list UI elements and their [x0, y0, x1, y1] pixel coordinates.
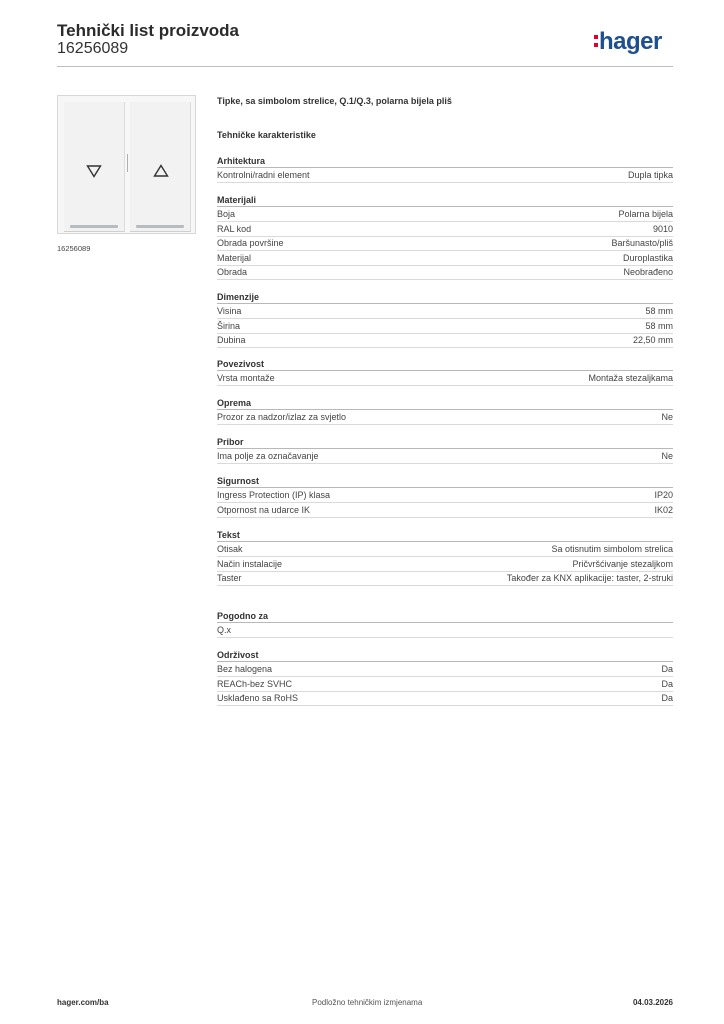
section-title: Materijali [217, 194, 673, 207]
section-title: Arhitektura [217, 155, 673, 168]
spec-label: RAL kod [217, 223, 252, 234]
product-number: 16256089 [57, 40, 129, 57]
spec-value: 58 mm [645, 320, 673, 331]
spec-value: Duroplastika [622, 252, 673, 263]
spec-value: Dupla tipka [627, 170, 673, 180]
spec-value: Baršunasto/pliš [611, 238, 673, 249]
product-description: Tipke, sa simbolom strelice, Q.1/Q.3, polarna bijela pliš [217, 96, 452, 106]
spec-label: Q.x [217, 625, 232, 635]
spec-value: 22,50 mm [632, 335, 673, 346]
section-title: Dimenzije [217, 291, 673, 304]
spec-label: Otpornost na udarce IK [217, 504, 311, 515]
spec-value: 58 mm [645, 306, 673, 316]
spec-row [217, 207, 673, 222]
rocker-right [130, 102, 191, 232]
spec-row [217, 623, 673, 638]
footer-website[interactable]: hager.com/ba [57, 998, 109, 1007]
spec-row [217, 222, 673, 237]
spec-value: Ne [661, 412, 673, 422]
spec-label: Obrada površine [217, 238, 284, 249]
section-title: Sigurnost [217, 475, 673, 488]
logo-colon-icon [594, 35, 598, 51]
spec-value: Da [661, 693, 673, 704]
spec-row [217, 677, 673, 692]
spec-value: Sa otisnutim simbolom strelica [551, 544, 673, 554]
document-title: Tehnički list proizvoda [57, 21, 239, 40]
spec-label: Vrsta montaže [217, 373, 275, 383]
triangle-up-icon [153, 164, 169, 178]
spec-label: Način instalacije [217, 558, 283, 569]
section-title: Tekst [217, 529, 673, 542]
spec-value: Neobrađeno [623, 267, 673, 278]
spec-row [217, 662, 673, 677]
spec-row [217, 371, 673, 386]
spec-row [217, 571, 673, 586]
section-title: Pogodno za [217, 610, 673, 623]
spec-label: Ingress Protection (IP) klasa [217, 490, 331, 500]
spec-value: Montaža stezaljkama [588, 373, 673, 383]
tech-heading: Tehničke karakteristike [217, 130, 316, 140]
spec-label: Taster [217, 573, 242, 584]
spec-value: Pričvršćivanje stezaljkom [572, 558, 673, 569]
spec-row [217, 236, 673, 251]
spec-row [217, 168, 673, 183]
rocker-separator [127, 154, 128, 172]
spec-label: Prozor za nadzor/izlaz za svjetlo [217, 412, 347, 422]
spec-value: Također za KNX aplikacije: taster, 2-struki [506, 573, 673, 584]
spec-row [217, 449, 673, 464]
spec-value: Polarna bijela [618, 209, 673, 219]
footer-date: 04.03.2026 [632, 998, 673, 1007]
spec-label: REACh-bez SVHC [217, 678, 293, 689]
spec-row [217, 251, 673, 266]
logo-text: hager [599, 28, 662, 55]
section-title: Pribor [217, 436, 673, 449]
spec-row [217, 265, 673, 280]
spec-row [217, 691, 673, 706]
product-image [57, 95, 196, 234]
spec-row [217, 503, 673, 518]
spec-value: Ne [661, 451, 673, 461]
spec-label: Dubina [217, 335, 246, 346]
section-title: Oprema [217, 397, 673, 410]
spec-row [217, 304, 673, 319]
rocker-left [64, 102, 125, 232]
spec-value: 9010 [652, 223, 673, 234]
spec-label: Kontrolni/radni element [217, 170, 310, 180]
spec-value: Da [661, 678, 673, 689]
spec-label: Visina [217, 306, 242, 316]
hager-logo[interactable] [594, 28, 662, 56]
spec-row [217, 319, 673, 334]
spec-row [217, 542, 673, 557]
image-caption: 16256089 [57, 244, 91, 253]
spec-value: Da [661, 664, 673, 674]
section-title: Održivost [217, 649, 673, 662]
spec-label: Usklađeno sa RoHS [217, 693, 299, 704]
spec-label: Obrada [217, 267, 248, 278]
spec-row [217, 410, 673, 425]
rocker-left-edge [70, 225, 118, 228]
spec-label: Širina [217, 320, 241, 331]
section-title: Povezivost [217, 358, 673, 371]
header-divider [57, 66, 673, 67]
spec-label: Ima polje za označavanje [217, 451, 319, 461]
triangle-down-icon [86, 164, 102, 178]
spec-row [217, 557, 673, 572]
spec-label: Boja [217, 209, 236, 219]
spec-row [217, 488, 673, 503]
spec-label: Materijal [217, 252, 252, 263]
spec-label: Otisak [217, 544, 243, 554]
spec-row [217, 333, 673, 348]
rocker-right-edge [136, 225, 184, 228]
spec-value: IK02 [654, 504, 673, 515]
footer-notice: Podložno tehničkim izmjenama [312, 998, 423, 1007]
spec-value: IP20 [654, 490, 673, 500]
spec-label: Bez halogena [217, 664, 273, 674]
